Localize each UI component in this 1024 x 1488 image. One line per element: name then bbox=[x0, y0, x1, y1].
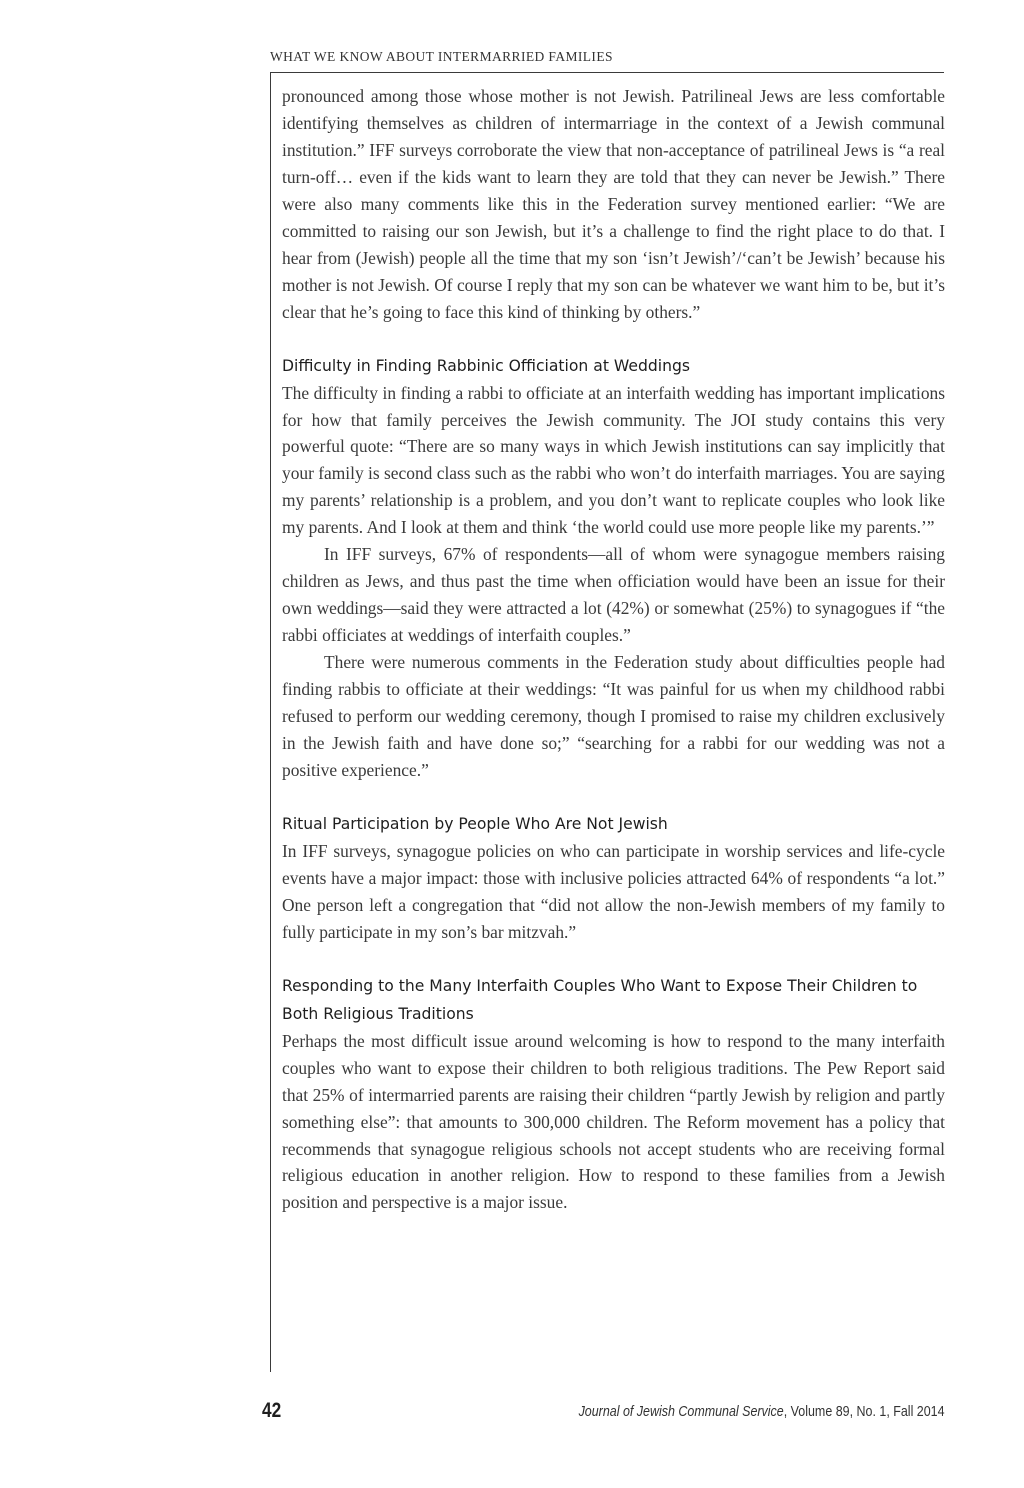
journal-citation bbox=[579, 1404, 945, 1420]
page-number: 42 bbox=[262, 1399, 282, 1422]
spacer bbox=[282, 946, 945, 972]
body-paragraph: In IFF surveys, synagogue policies on who can participate in worship services and life-cycle events have a major impact: those with inclusive policies attracted 64% of respondents “a lot.” One person left a congregation that “did not allow the non-Jewish members of my family to fully participate in my son’s bar mitzvah.” bbox=[282, 840, 945, 942]
section-heading-ritual: Ritual Participation by People Who Are Not Jewish bbox=[282, 814, 668, 833]
spacer bbox=[282, 326, 945, 352]
body-paragraph: In IFF surveys, 67% of respondents—all of whom were synagogue members raising children as Jews, and thus past the time when officiation would have been an issue for their own weddings—said they were attracted a lot (42%) or somewhat (25%) to synagogues if “the rabbi officiates at weddings of interfaith couples.” bbox=[282, 544, 945, 646]
section-heading-officiation: Difficulty in Finding Rabbinic Officiation at Weddings bbox=[282, 356, 691, 375]
body-paragraph: There were numerous comments in the Federation study about difficulties people had finding rabbis to officiate at their weddings: “It was painful for us when my childhood rabbi refused to perform our wedding ceremony, though I promised to raise my children exclusively in the Jewish faith and have done so;” “searching for a rabbi for our wedding was not a positive experience.” bbox=[282, 652, 945, 780]
journal-title: Journal of Jewish Communal Service bbox=[579, 1404, 785, 1420]
header-rule bbox=[270, 72, 944, 73]
spacer bbox=[282, 784, 945, 810]
margin-rule bbox=[270, 72, 271, 1372]
body-paragraph: Perhaps the most difficult issue around welcoming is how to respond to the many interfaith couples who want to expose their children to both religious traditions. The Pew Report said that 25% of intermarried parents are raising their children “partly Jewish by religion and partly something else”: that amounts to 300,000 children. The Reform movement has a policy that recommends that synagogue religious schools not accept students who are receiving formal religious education in another religion. How to respond to these families from a Jewish position and perspective is a major issue. bbox=[282, 1030, 945, 1213]
running-head: WHAT WE KNOW ABOUT INTERMARRIED FAMILIES bbox=[270, 49, 613, 64]
body-paragraph: The difficulty in finding a rabbi to officiate at an interfaith wedding has important implications for how that family perceives the Jewish community. The JOI study contains this very powerful quote: “There are so many ways in which Jewish institutions can say implicitly that your family is second class such as the rabbi who won’t do interfaith marriages. You are saying my parents’ relationship is a problem, and you don’t want to replicate couples who look like my parents. And I look at them and think ‘the world could use more people like my parents.’” bbox=[282, 382, 945, 538]
section-heading-both-traditions: Responding to the Many Interfaith Couples Who Want to Expose Their Children to Both Religious Traditions bbox=[282, 976, 918, 1023]
article-body bbox=[282, 83, 945, 1216]
intro-paragraph: pronounced among those whose mother is not Jewish. Patrilineal Jews are less comfortable identifying themselves as children of intermarriage in the context of a Jewish communal institution.” IFF surveys corroborate the view that non-acceptance of patrilineal Jews is “a real turn-off… even if the kids want to learn they are told that they can never be Jewish.” There were also many comments like this in the Federation survey mentioned earlier: “We are committed to raising our son Jewish, but it’s a challenge to find the right place to do that. I hear from (Jewish) people all the time that my son ‘isn’t Jewish’/‘can’t be Jewish’ because his mother is not Jewish. Of course I reply that my son can be whatever we want him to be, but it’s clear that he’s going to face this kind of thinking by others.” bbox=[282, 86, 945, 322]
journal-issue: , Volume 89, No. 1, Fall 2014 bbox=[784, 1404, 945, 1420]
